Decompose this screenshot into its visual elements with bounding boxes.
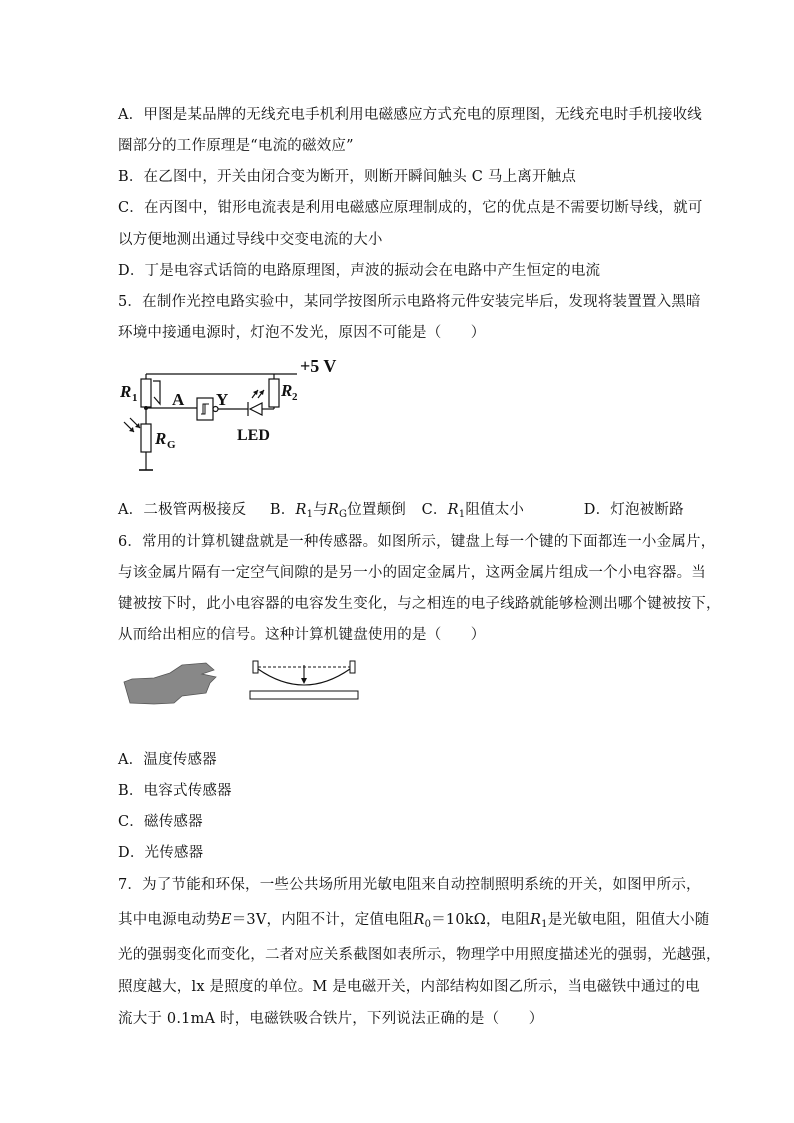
- node-y-label: Y: [216, 390, 229, 409]
- q4-option-a-line1: A．甲图是某品牌的无线充电手机利用电磁感应方式充电的原理图，无线充电时手机接收线: [118, 107, 702, 123]
- rg-label-sub: G: [167, 439, 176, 451]
- r2-label: R: [281, 381, 293, 400]
- q4-option-c-line2: 以方便地测出通过导线中交变电流的大小: [118, 232, 383, 248]
- q5-option-a: A．二极管两极接反: [118, 502, 247, 518]
- r2-label-sub: 2: [292, 391, 298, 403]
- q5-stem-line1: 5．在制作光控电路实验中，某同学按图所示电路将元件安装完毕后，发现将装置置入黑暗: [118, 294, 701, 310]
- q4-option-b: B．在乙图中，开关由闭合变为断开，则断开瞬间触头 C 马上离开触点: [118, 169, 577, 185]
- q5-option-b: B．$R_1$与$R_G$位置颠倒: [269, 502, 406, 520]
- q4-option-a-line2: 圈部分的工作原理是“电流的磁效应”: [118, 138, 354, 154]
- r1-slider: [153, 381, 160, 404]
- q6-stem-line1: 6．常用的计算机键盘就是一种传感器。如图所示，键盘上每一个键的下面都连一小金属片，: [118, 534, 716, 550]
- supply-label: +5 V: [300, 356, 337, 376]
- led-diode: [250, 403, 262, 415]
- q6-option-b: B．电容式传感器: [118, 783, 232, 799]
- q4-option-d: D．丁是电容式话筒的电路原理图，声波的振动会在电路中产生恒定的电流: [118, 263, 601, 279]
- keyboard-capacitor-figure: [118, 655, 368, 707]
- q6-stem-line3: 键被按下时，此小电容器的电容发生变化，与之相连的电子线路就能够检测出哪个键被按下，: [118, 596, 721, 612]
- light-control-circuit-diagram: [112, 352, 362, 482]
- q7-stem-line4: 照度越大，lx 是照度的单位。M 是电磁开关，内部结构如图乙所示，当电磁铁中通过的电: [118, 979, 700, 995]
- right-plate-support: [350, 661, 355, 673]
- r2-resistor: [269, 379, 279, 407]
- rg-label: R: [155, 429, 167, 448]
- q5-option-c: C．$R_1$阻值太小: [421, 502, 525, 520]
- q6-stem-line4: 从而给出相应的信号。这种计算机键盘使用的是（ ）: [118, 627, 486, 643]
- q7-stem-line3: 光的强弱变化而变化，二者对应关系截图如表所示，物理学中用照度描述光的强弱，光越强，: [118, 947, 721, 963]
- q6-option-c: C．磁传感器: [118, 814, 203, 830]
- q5-option-d: D．灯泡被断路: [583, 502, 684, 518]
- q5-options: [118, 498, 684, 520]
- fixed-plate: [250, 691, 358, 699]
- r1-resistor: [141, 379, 151, 407]
- q6-option-a: A．温度传感器: [118, 752, 217, 768]
- q7-stem-line5: 流大于 0.1mA 时，电磁铁吸合铁片，下列说法正确的是（ ）: [118, 1011, 544, 1027]
- key-shape: [124, 663, 216, 704]
- q5-stem-line2: 环境中接通电源时，灯泡不发光，原因不可能是（ ）: [118, 325, 486, 341]
- r1-label-sub: 1: [132, 392, 138, 404]
- junction-node: [144, 406, 148, 410]
- r1-label: R: [120, 382, 132, 401]
- q4-option-c-line1: C．在丙图中，钳形电流表是利用电磁感应原理制成的，它的优点是不需要切断导线，就可: [118, 200, 703, 216]
- left-plate-support: [253, 661, 258, 673]
- rg-photoresistor: [141, 424, 151, 452]
- q7-stem-line1: 7．为了节能和环保，一些公共场所用光敏电阻来自动控制照明系统的开关，如图甲所示，: [118, 877, 701, 893]
- led-label: LED: [237, 427, 270, 444]
- node-a-label: A: [172, 390, 185, 409]
- q6-stem-line2: 与该金属片隔有一定空气间隙的是另一小的固定金属片，这两金属片组成一个小电容器。当: [118, 565, 706, 581]
- q7-stem-line2: 其中电源电动势E＝3V，内阻不计，定值电阻$R_0=10k\Omega$，电阻$R_1$是光敏电阻，阻值大小随: [118, 912, 710, 930]
- q6-option-d: D．光传感器: [118, 845, 204, 861]
